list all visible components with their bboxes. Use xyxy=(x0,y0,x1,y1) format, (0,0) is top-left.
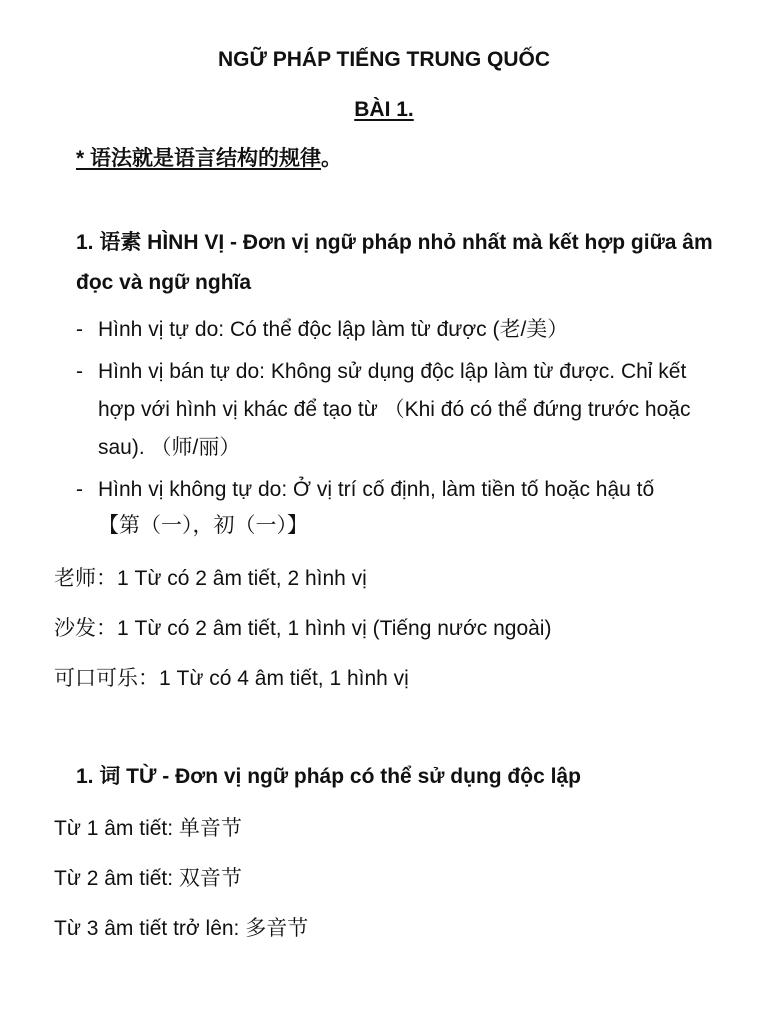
word-type-monosyllabic: Từ 1 âm tiết: 单音节 xyxy=(54,817,242,840)
word-type-disyllabic: Từ 2 âm tiết: 双音节 xyxy=(54,867,242,890)
word-type-polysyllabic: Từ 3 âm tiết trở lên: 多音节 xyxy=(54,917,309,940)
section1-heading-line2: đọc và ngữ nghĩa xyxy=(76,271,252,294)
bullet-marker: - xyxy=(76,318,83,341)
section1-heading-line1: 1. 语素 HÌNH VỊ - Đơn vị ngữ pháp nhỏ nhất mà kết hợp giữa âm xyxy=(76,231,713,254)
bullet-semi-free-line1: Hình vị bán tự do: Không sử dụng độc lập làm từ được. Chỉ kết xyxy=(98,360,687,383)
example-shafa: 沙发：1 Từ có 2 âm tiết, 1 hình vị (Tiếng nước ngoài) xyxy=(54,617,552,640)
document-title: NGỮ PHÁP TIẾNG TRUNG QUỐC xyxy=(217,48,551,71)
definition-period: 。 xyxy=(321,147,343,170)
bullet-marker: - xyxy=(76,360,83,383)
section2-heading: 1. 词 TỪ - Đơn vị ngữ pháp có thể sử dụng độc lập xyxy=(76,765,581,788)
example-kekoukele: 可口可乐：1 Từ có 4 âm tiết, 1 hình vị xyxy=(54,667,409,690)
lesson-label: BÀI 1. xyxy=(354,98,414,121)
example-laoshi: 老师：1 Từ có 2 âm tiết, 2 hình vị xyxy=(54,567,367,590)
bullet-marker: - xyxy=(76,478,83,501)
bullet-semi-free-line2: hợp với hình vị khác để tạo từ （Khi đó có thể đứng trước hoặc xyxy=(98,398,691,421)
bullet-bound-line2: 【第（一），初（一）】 xyxy=(98,514,308,537)
definition-line xyxy=(76,146,342,171)
bullet-bound-line1: Hình vị không tự do: Ở vị trí cố định, làm tiền tố hoặc hậu tố xyxy=(98,478,655,501)
bullet-free-morpheme: Hình vị tự do: Có thể độc lập làm từ được (老/美） xyxy=(98,318,569,341)
bullet-semi-free-line3: sau). （师/丽） xyxy=(98,436,241,459)
definition-text: * 语法就是语言结构的规律 xyxy=(76,147,322,170)
